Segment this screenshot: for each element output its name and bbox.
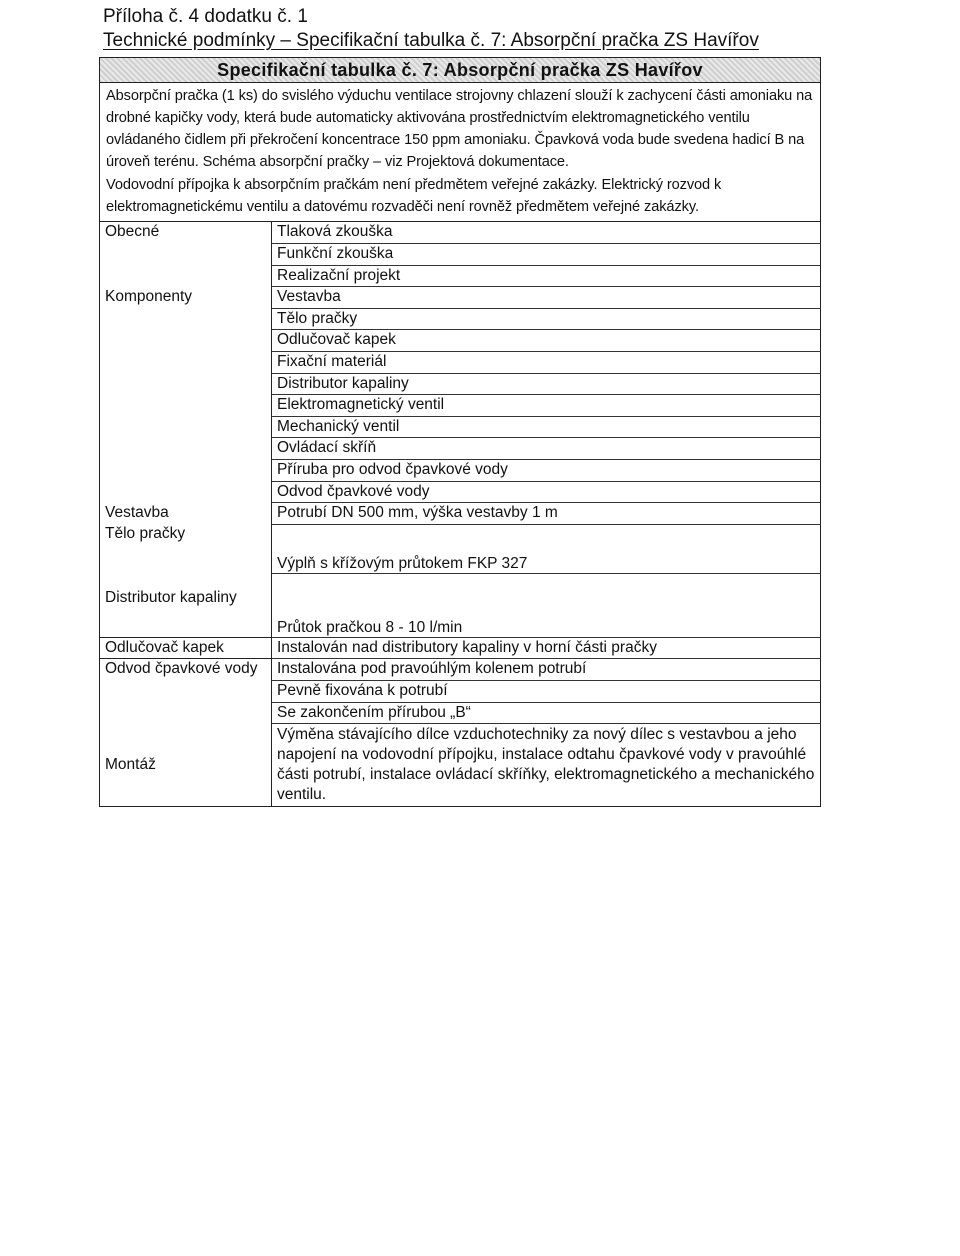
label-montaz: Montáž <box>100 724 272 807</box>
komponenty-item: Vestavba <box>272 287 821 309</box>
komponenty-item: Příruba pro odvod čpavkové vody <box>272 460 821 482</box>
komponenty-item: Tělo pračky <box>272 308 821 330</box>
obecne-item: Tlaková zkouška <box>272 222 821 244</box>
komponenty-item: Mechanický ventil <box>272 416 821 438</box>
intro-text <box>99 82 821 222</box>
obecne-item: Realizační projekt <box>272 265 821 287</box>
odvod-item: Se zakončením přírubou „B“ <box>272 702 821 724</box>
telo-value: Výplň s křížovým průtokem FKP 327 <box>272 524 821 573</box>
label-odvod-text: Odvod čpavkové vody <box>105 660 258 678</box>
montaz-value: Výměna stávajícího dílce vzduchotechniky za nový dílec s vestavbou a jeho napojení na vodovodní přípojku, instalace odtahu čpavkové vody v pravoúhlé části potrubí, instalace ovládací skříňky, elektromagnetického a mechanického ventilu. <box>272 724 821 807</box>
label-telo: Tělo pračky <box>100 524 272 573</box>
intro-paragraph-2: Vodovodní přípojka k absorpčním pračkám není předmětem veřejné zakázky. Elektrický rozvod k elektromagnetickému ventilu a datovému rozvaděči není rovněž předmětem veřejné zakázky. <box>106 177 722 215</box>
komponenty-item: Odlučovač kapek <box>272 330 821 352</box>
label-komponenty-text: Komponenty <box>105 287 193 305</box>
odvod-item: Pevně fixována k potrubí <box>272 681 821 703</box>
intro-paragraph-1: Absorpční pračka (1 ks) do svislého výduchu ventilace strojovny chlazení slouží k zachycení části amoniaku na drobné kapičky vody, která bude automaticky aktivována prostřednictvím elektromagnetického ventilu ovládaného čidlem při překročení koncentrace 150 ppm amoniaku. Čpavková voda bude svedena hadicí B na úroveň terénu. Schéma absorpční pračky – viz Projektová dokumentace. <box>106 88 813 170</box>
specification-table <box>99 57 821 807</box>
label-obecne-text: Obecné <box>105 223 160 240</box>
label-odvod <box>100 659 272 724</box>
label-komponenty <box>100 287 272 503</box>
document-title: Technické podmínky – Specifikační tabulka č. 7: Absorpční pračka ZS Havířov <box>103 30 759 51</box>
komponenty-item: Fixační materiál <box>272 352 821 374</box>
table-banner: Specifikační tabulka č. 7: Absorpční pračka ZS Havířov <box>99 57 821 82</box>
komponenty-item: Ovládací skříň <box>272 438 821 460</box>
odlucovac-value: Instalován nad distributory kapaliny v horní části pračky <box>272 637 821 659</box>
komponenty-item: Distributor kapaliny <box>272 373 821 395</box>
odvod-item: Instalována pod pravoúhlým kolenem potrubí <box>272 659 821 681</box>
komponenty-item: Odvod čpavkové vody <box>272 481 821 503</box>
obecne-item: Funkční zkouška <box>272 244 821 266</box>
label-obecne <box>100 222 272 287</box>
distributor-value: Průtok pračkou 8 - 10 l/min <box>272 573 821 637</box>
label-distributor: Distributor kapaliny <box>100 573 272 637</box>
label-vestavba: Vestavba <box>100 503 272 525</box>
label-odlucovac: Odlučovač kapek <box>100 637 272 659</box>
attachment-heading: Příloha č. 4 dodatku č. 1 <box>103 6 308 27</box>
vestavba-value: Potrubí DN 500 mm, výška vestavby 1 m <box>272 503 821 525</box>
komponenty-item: Elektromagnetický ventil <box>272 395 821 417</box>
spec-grid <box>99 222 821 807</box>
